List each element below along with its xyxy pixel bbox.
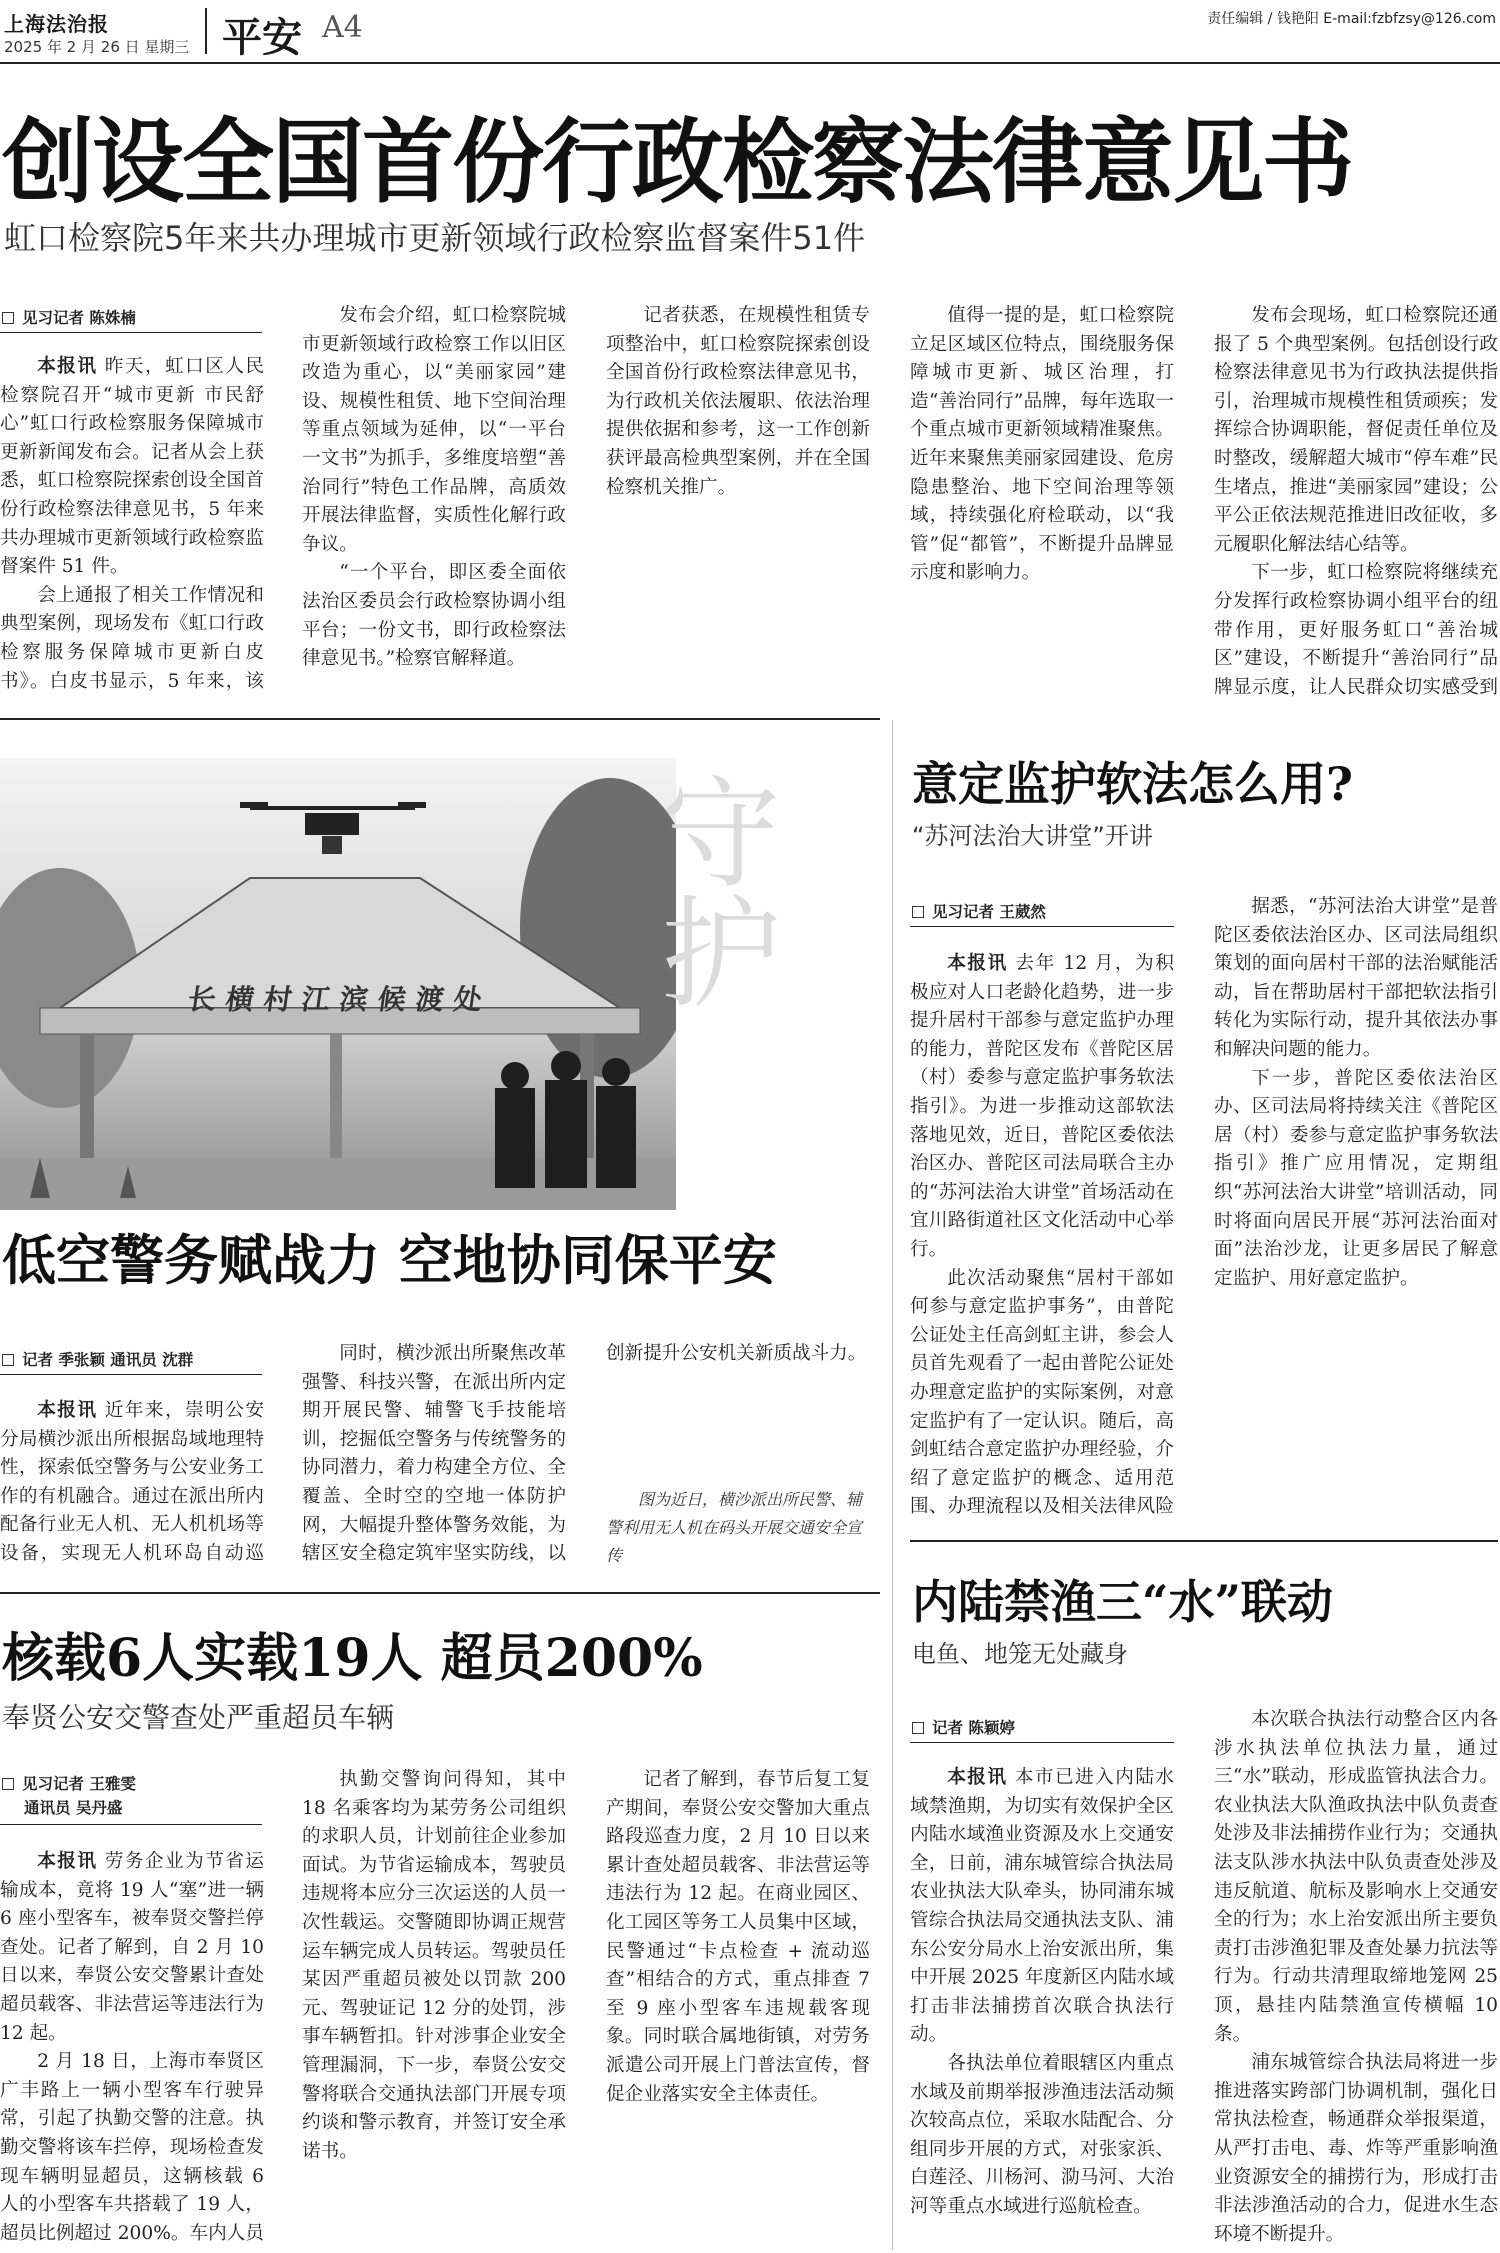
article3-byline-rule: [0, 1824, 262, 1825]
article1-headline: 创设全国首份行政检察法律意见书: [2, 108, 1353, 216]
editor-info: 责任编辑 / 钱艳阳 E-mail:fzbfzsy@126.com: [1207, 11, 1496, 27]
article3-headline: 核载6人实载19人 超员200%: [2, 1628, 703, 1689]
article4-col1: [910, 950, 1174, 1522]
article2-bottom-rule: [0, 1592, 880, 1594]
article4-byline: 见习记者 王葳然: [912, 900, 1182, 924]
paragraph: 本报讯 昨天，虹口区人民检察院召开“城市更新 市民舒心”虹口行政检察服务保障城市更新新闻发布会。记者从会上获悉，虹口检察院探索创设全国首份行政检察法律意见书，5 年来共办理城市更新领域行政检察监督案件 51 件。: [0, 356, 264, 578]
paragraph: 下一步，虹口检察院将继续充分发挥行政检察协调小组平台的纽带作用，更好服务虹口“善治城区”建设，不断提升“善治同行”品牌显示度，让人民群众切实感受到: [1214, 562, 1498, 698]
paragraph: 同时，横沙派出所聚焦改革强警、科技兴警，在派出所内定期开展民警、辅警飞手技能培训，挖掘低空警务与传统警务的协同潜力，着力构建全方位、全覆盖、全时空的空地一体防护网，大幅提升整体警务效能，为辖区安全稳定筑牢坚实防线，以: [302, 1343, 566, 1565]
paragraph: 下一步，普陀区委依法治区办、区司法局将持续关注《普陀区居（村）委参与意定监护事务软法指引》推广应用情况，定期组织“苏河法治大讲堂”培训活动，同时将面向居民开展“苏河法治面对面”法治沙龙，让更多居民了解意定监护、用好意定监护。: [1214, 1067, 1498, 1289]
article5-col2: [1214, 1706, 1498, 2250]
paragraph: 浦东城管综合执法局将进一步推进落实跨部门协调机制，强化日常执法检查，畅通群众举报渠道，从严打击电、毒、炸等严重影响渔业资源安全的捕捞行为，形成打击非法涉渔活动的合力，促进水生态环境不断提升。: [1214, 2052, 1498, 2245]
paragraph: “一个平台，即区委全面依法治区委员会行政检察协调小组平台；一份文书，即行政检察法律意见书。”检察官解释道。: [302, 562, 566, 670]
article1-col3: [606, 302, 870, 702]
paragraph: 本报讯 去年 12 月，为积极应对人口老龄化趋势，进一步提升居村干部参与意定监护办理的能力，普陀区发布《普陀区居（村）委参与意定监护事务软法指引》。为进一步推动这部软法落地见效，近日，普陀区委依法治区办、普陀区司法局联合主办的“苏河法治大讲堂”首场活动在宜川路街道社区文化活动中心举行。: [910, 953, 1174, 1260]
article3-col2: [302, 1766, 566, 2250]
paragraph: 此次活动聚焦“居村干部如何参与意定监护事务”，由普陀公证处主任高剑虹主讲，参会人员首先观看了一起由普陀公证处办理意定监护的实际案例，对意定监护有了一定认识。随后，高剑虹结合意定监护办理经验，介绍了意定监护的概念、适用范围、办理流程以及相关法律风险: [910, 1267, 1174, 1518]
section-name: 平安: [222, 15, 302, 61]
article3-subhead: 奉贤公安交警查处严重超员车辆: [2, 1701, 395, 1734]
article2-col3: [606, 1340, 870, 1485]
article1-byline: 见习记者 陈姝楠: [2, 306, 262, 330]
newspaper-logo: 上海法治报: [4, 12, 109, 36]
decorative-vertical-text: 守护: [641, 770, 780, 1010]
masthead-divider: [205, 8, 207, 54]
article3-col3: [606, 1766, 870, 2250]
article4-byline-rule: [910, 926, 1174, 927]
article4-headline: 意定监护软法怎么用?: [912, 757, 1353, 811]
square-bullet-icon: [2, 312, 14, 324]
article4-col2: [1214, 893, 1498, 1523]
paragraph: 记者获悉，在规模性租赁专项整治中，虹口检察院探索创设全国首份行政检察法律意见书，为行政机关依法履职、依法治理提供依据和参考，这一工作创新获评最高检典型案例，并在全国检察机关推广。: [606, 305, 870, 498]
paragraph: 记者了解到，春节后复工复产期间，奉贤公安交警加大重点路段巡查力度，2 月 10 日以来累计查处超员载客、非法营运等违法行为 12 起。在商业园区、化工园区等务工人员集中区域，民警通过“卡点检查 + 流动巡查”相结合的方式，重点排查 7 至 9 座小型客车违规载客现象。同时联合属地街镇，对劳务派遣公司开展上门普法宣传，督促企业落实安全主体责任。: [606, 1769, 870, 2105]
article1-subhead: 虹口检察院5年来共办理城市更新领域行政检察监督案件51件: [4, 219, 866, 257]
article5-headline: 内陆禁渔三“水”联动: [912, 1575, 1333, 1629]
square-bullet-icon: [912, 906, 924, 918]
photo-caption: 图为近日，横沙派出所民警、辅警利用无人机在码头开展交通安全宣传: [606, 1490, 863, 1565]
article5-subhead: 电鱼、地笼无处藏身: [912, 1640, 1128, 1668]
page-number: A4: [322, 10, 363, 45]
paragraph: 本报讯 劳务企业为节省运输成本，竟将 19 人“塞”进一辆 6 座小型客车，被奉贤交警拦停查处。记者了解到，自 2 月 10 日以来，奉贤公安交警累计查处超员载客、非法营运等违法行为 12 起。: [0, 1851, 264, 2044]
masthead: [0, 0, 1500, 62]
square-bullet-icon: [912, 1722, 924, 1734]
article1-bottom-rule: [0, 718, 880, 720]
article5-byline-rule: [910, 1742, 1174, 1743]
article3-col1: [0, 1848, 264, 2248]
issue-date: 2025 年 2 月 26 日 星期三: [4, 38, 190, 56]
paragraph: 值得一提的是，虹口检察院立足区域区位特点，围绕服务保障城市更新、城区治理，打造“善治同行”品牌，每年选取一个重点城市更新领域精准聚焦。近年来聚焦美丽家园建设、危房隐患整治、地下空间治理等领域，持续强化府检联动，以“我管”促“都管”，不断提升品牌显示度和影响力。: [910, 305, 1174, 584]
article1-col2: [302, 302, 566, 702]
masthead-rule: [0, 62, 1500, 64]
article2-col1: [0, 1397, 264, 1569]
article1-col4: [910, 302, 1174, 702]
square-bullet-icon: [2, 1354, 14, 1366]
article4-subhead: “苏河法治大讲堂”开讲: [912, 822, 1153, 850]
paragraph: 2 月 18 日，上海市奉贤区广丰路上一辆小型客车行驶异常，引起了执勤交警的注意。执勤交警将该车拦停，现场检查发现车辆明显超员，这辆核载 6 人的小型客车共搭载了 19 人，超员比例超过 200%。车内人员: [0, 2051, 264, 2244]
right-column-divider: [892, 720, 893, 2250]
article4-bottom-rule: [910, 1540, 1498, 1542]
article5-byline: 记者 陈颖婷: [912, 1716, 1182, 1740]
paragraph: 各执法单位着眼辖区内重点水域及前期举报涉渔违法活动频次较高点位，采取水陆配合、分组同步开展的方式，对张家浜、白莲泾、川杨河、泐马河、大治河等重点水域进行巡航检查。: [910, 2052, 1174, 2217]
paragraph: 本次联合执法行动整合区内各涉水执法单位执法力量，通过三“水”联动，形成监管执法合力。农业执法大队渔政执法中队负责查处涉及非法捕捞作业行为；交通执法支队涉水执法中队负责查处涉及违反航道、航标及影响水上交通安全的行为；水上治安派出所主要负责打击涉渔犯罪及查处暴力抗法等行为。行动共清理取缔地笼网 25 顶，悬挂内陆禁渔宣传横幅 10 条。: [1214, 1709, 1498, 2045]
article2-byline: 记者 季张颖 通讯员 沈群: [2, 1348, 272, 1372]
paragraph: 创新提升公安机关新质战斗力。: [606, 1342, 867, 1364]
paragraph: 会上通报了相关工作情况和典型案例，现场发布《虹口行政检察服务保障城市更新白皮书》。白皮书显示，5 年来，该: [0, 584, 264, 692]
police-drone-photo: [0, 758, 676, 1210]
paragraph: 本报讯 近年来，崇明公安分局横沙派出所根据岛域地理特性，探索低空警务与公安业务工作的有机融合。通过在派出所内配备行业无人机、无人机机场等设备，实现无人机环岛自动巡: [0, 1400, 264, 1564]
article1-byline-rule: [0, 332, 262, 333]
article5-col1: [910, 1764, 1174, 2250]
article1-col1: [0, 353, 264, 696]
paragraph: 本报讯 本市已进入内陆水域禁渔期，为切实有效保护全区内陆水域渔业资源及水上交通安全，日前，浦东城管综合执法局农业执法大队牵头，协同浦东城管综合执法局交通执法支队、浦东公安分局水上治安派出所，集中开展 2025 年度新区内陆水域打击非法捕捞首次联合执法行动。: [910, 1767, 1174, 2046]
article2-col2: [302, 1340, 566, 1572]
paragraph: 据悉，“苏河法治大讲堂”是普陀区委依法治区办、区司法局组织策划的面向居村干部的法治赋能活动，旨在帮助居村干部把软法指引转化为实际行动，提升其依法办事和解决问题的能力。: [1214, 896, 1498, 1060]
paragraph: 发布会介绍，虹口检察院城市更新领域行政检察工作以旧区改造为重心，以“美丽家园”建设、规模性租赁、地下空间治理等重点领域为延伸，以“一平台一文书”为抓手，多维度培塑“善治同行”特色工作品牌，高质效开展法律监督，实质性化解行政争议。: [302, 305, 566, 555]
square-bullet-icon: [2, 1778, 14, 1790]
article2-byline-rule: [0, 1374, 262, 1375]
paragraph: 发布会现场，虹口检察院还通报了 5 个典型案例。包括创设行政检察法律意见书为行政执法提供指引，治理城市规模性租赁顽疾；发挥综合协调职能，督促责任单位及时整改，缓解超大城市“停车难”民生堵点，推进“美丽家园”建设；公平公正依法规范推进旧改征收，多元履职化解法结心结等。: [1214, 305, 1498, 555]
paragraph: 执勤交警询问得知，其中 18 名乘客均为某劳务公司组织的求职人员，计划前往企业参加面试。为节省运输成本，驾驶员违规将本应分三次运送的人员一次性载运。交警随即协调正规营运车辆完成人员转运。驾驶员任某因严重超员被处以罚款 200 元、驾驶证记 12 分的处罚，涉事车辆暂扣。针对涉事企业安全管理漏洞，下一步，奉贤公安交警将联合交通执法部门开展专项约谈和警示教育，并签订安全承诺书。: [302, 1769, 566, 2162]
article3-byline: 见习记者 王雅雯 通讯员 吴丹盛: [2, 1772, 262, 1820]
photo-banner-text: 长横村江滨候渡处: [185, 983, 495, 1016]
article2-headline: 低空警务赋战力 空地协同保平安: [2, 1228, 777, 1292]
article1-col5: [1214, 302, 1498, 702]
